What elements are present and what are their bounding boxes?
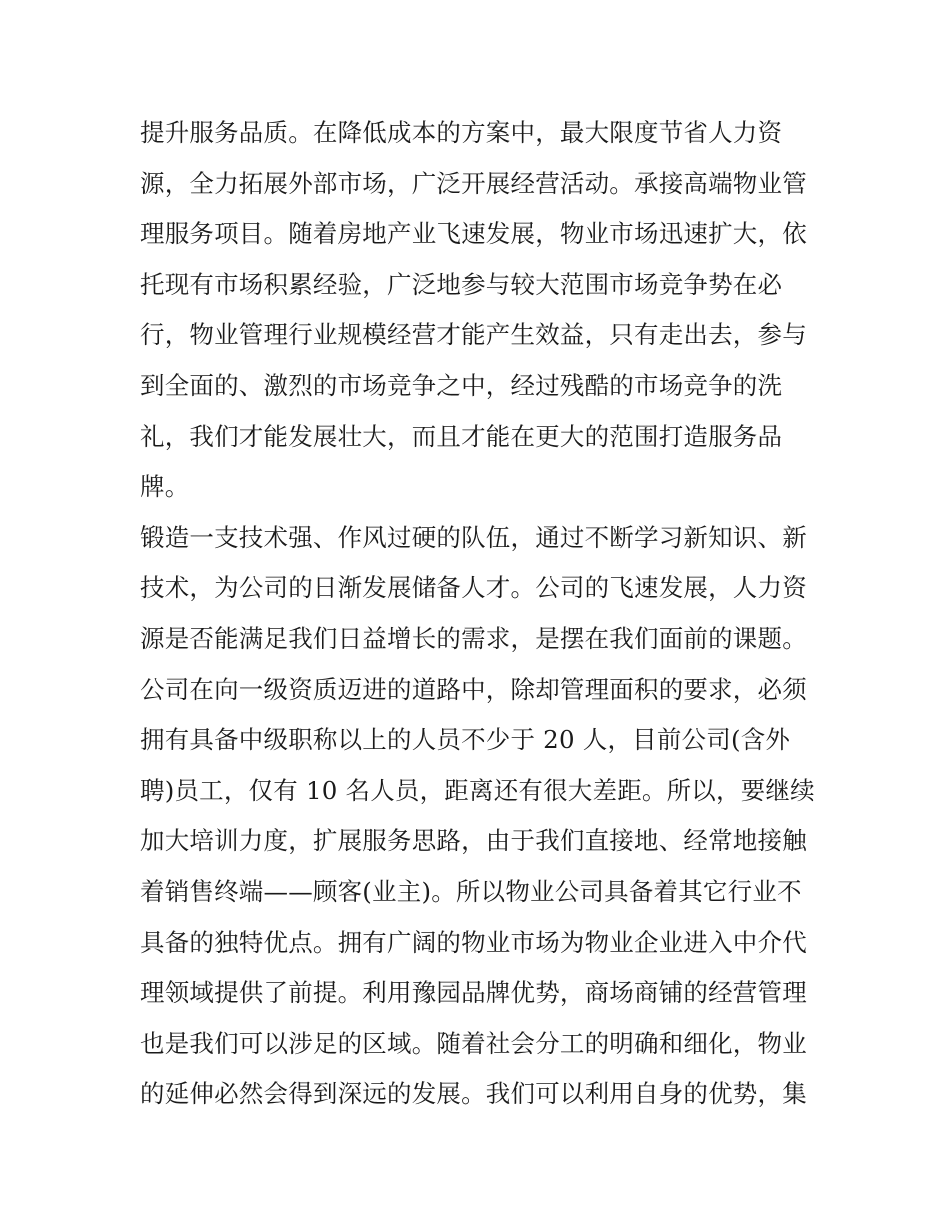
text-line-16: 着销售终端——顾客(业主)。所以物业公司具备着其它行业不 [140, 876, 802, 906]
text-line-3: 理服务项目。随着房地产业飞速发展，物业市场迅速扩大，依 [140, 219, 807, 249]
body-text [140, 108, 820, 1120]
text-line-5: 行，物业管理行业规模经营才能产生效益，只有走出去，参与 [140, 320, 807, 350]
text-line-4: 托现有市场积累经验，广泛地参与较大范围市场竞争势在必 [140, 269, 783, 299]
text-line-18: 理领域提供了前提。利用豫园品牌优势，商场商铺的经营管理 [140, 978, 807, 1008]
text-line-11: 源是否能满足我们日益增长的需求，是摆在我们面前的课题。 [140, 623, 807, 653]
text-line-13: 拥有具备中级职称以上的人员不少于 20 人，目前公司(含外 [140, 725, 791, 755]
text-line-1: 提升服务品质。在降低成本的方案中，最大限度节省人力资 [140, 118, 783, 147]
text-line-14: 聘)员工，仅有 10 名人员，距离还有很大差距。所以，要继续 [140, 775, 815, 805]
text-line-8: 牌。 [140, 472, 190, 502]
text-line-12: 公司在向一级资质迈进的道路中，除却管理面积的要求，必须 [140, 674, 807, 704]
text-line-17: 具备的独特优点。拥有广阔的物业市场为物业企业进入中介代 [140, 927, 807, 957]
text-line-10: 技术，为公司的日渐发展储备人才。公司的飞速发展，人力资 [140, 573, 807, 603]
text-line-2: 源，全力拓展外部市场，广泛开展经营活动。承接高端物业管 [140, 168, 807, 198]
text-line-15: 加大培训力度，扩展服务思路，由于我们直接地、经常地接触 [140, 826, 807, 856]
text-line-6: 到全面的、激烈的市场竞争之中，经过残酷的市场竞争的洗 [140, 370, 783, 400]
text-line-19: 也是我们可以涉足的区域。随着社会分工的明确和细化，物业 [140, 1028, 807, 1058]
text-line-7: 礼，我们才能发展壮大，而且才能在更大的范围打造服务品 [140, 421, 783, 451]
text-line-20: 的延伸必然会得到深远的发展。我们可以利用自身的优势，集 [140, 1079, 807, 1109]
text-line-9: 锻造一支技术强、作风过硬的队伍，通过不断学习新知识、新 [140, 522, 807, 552]
